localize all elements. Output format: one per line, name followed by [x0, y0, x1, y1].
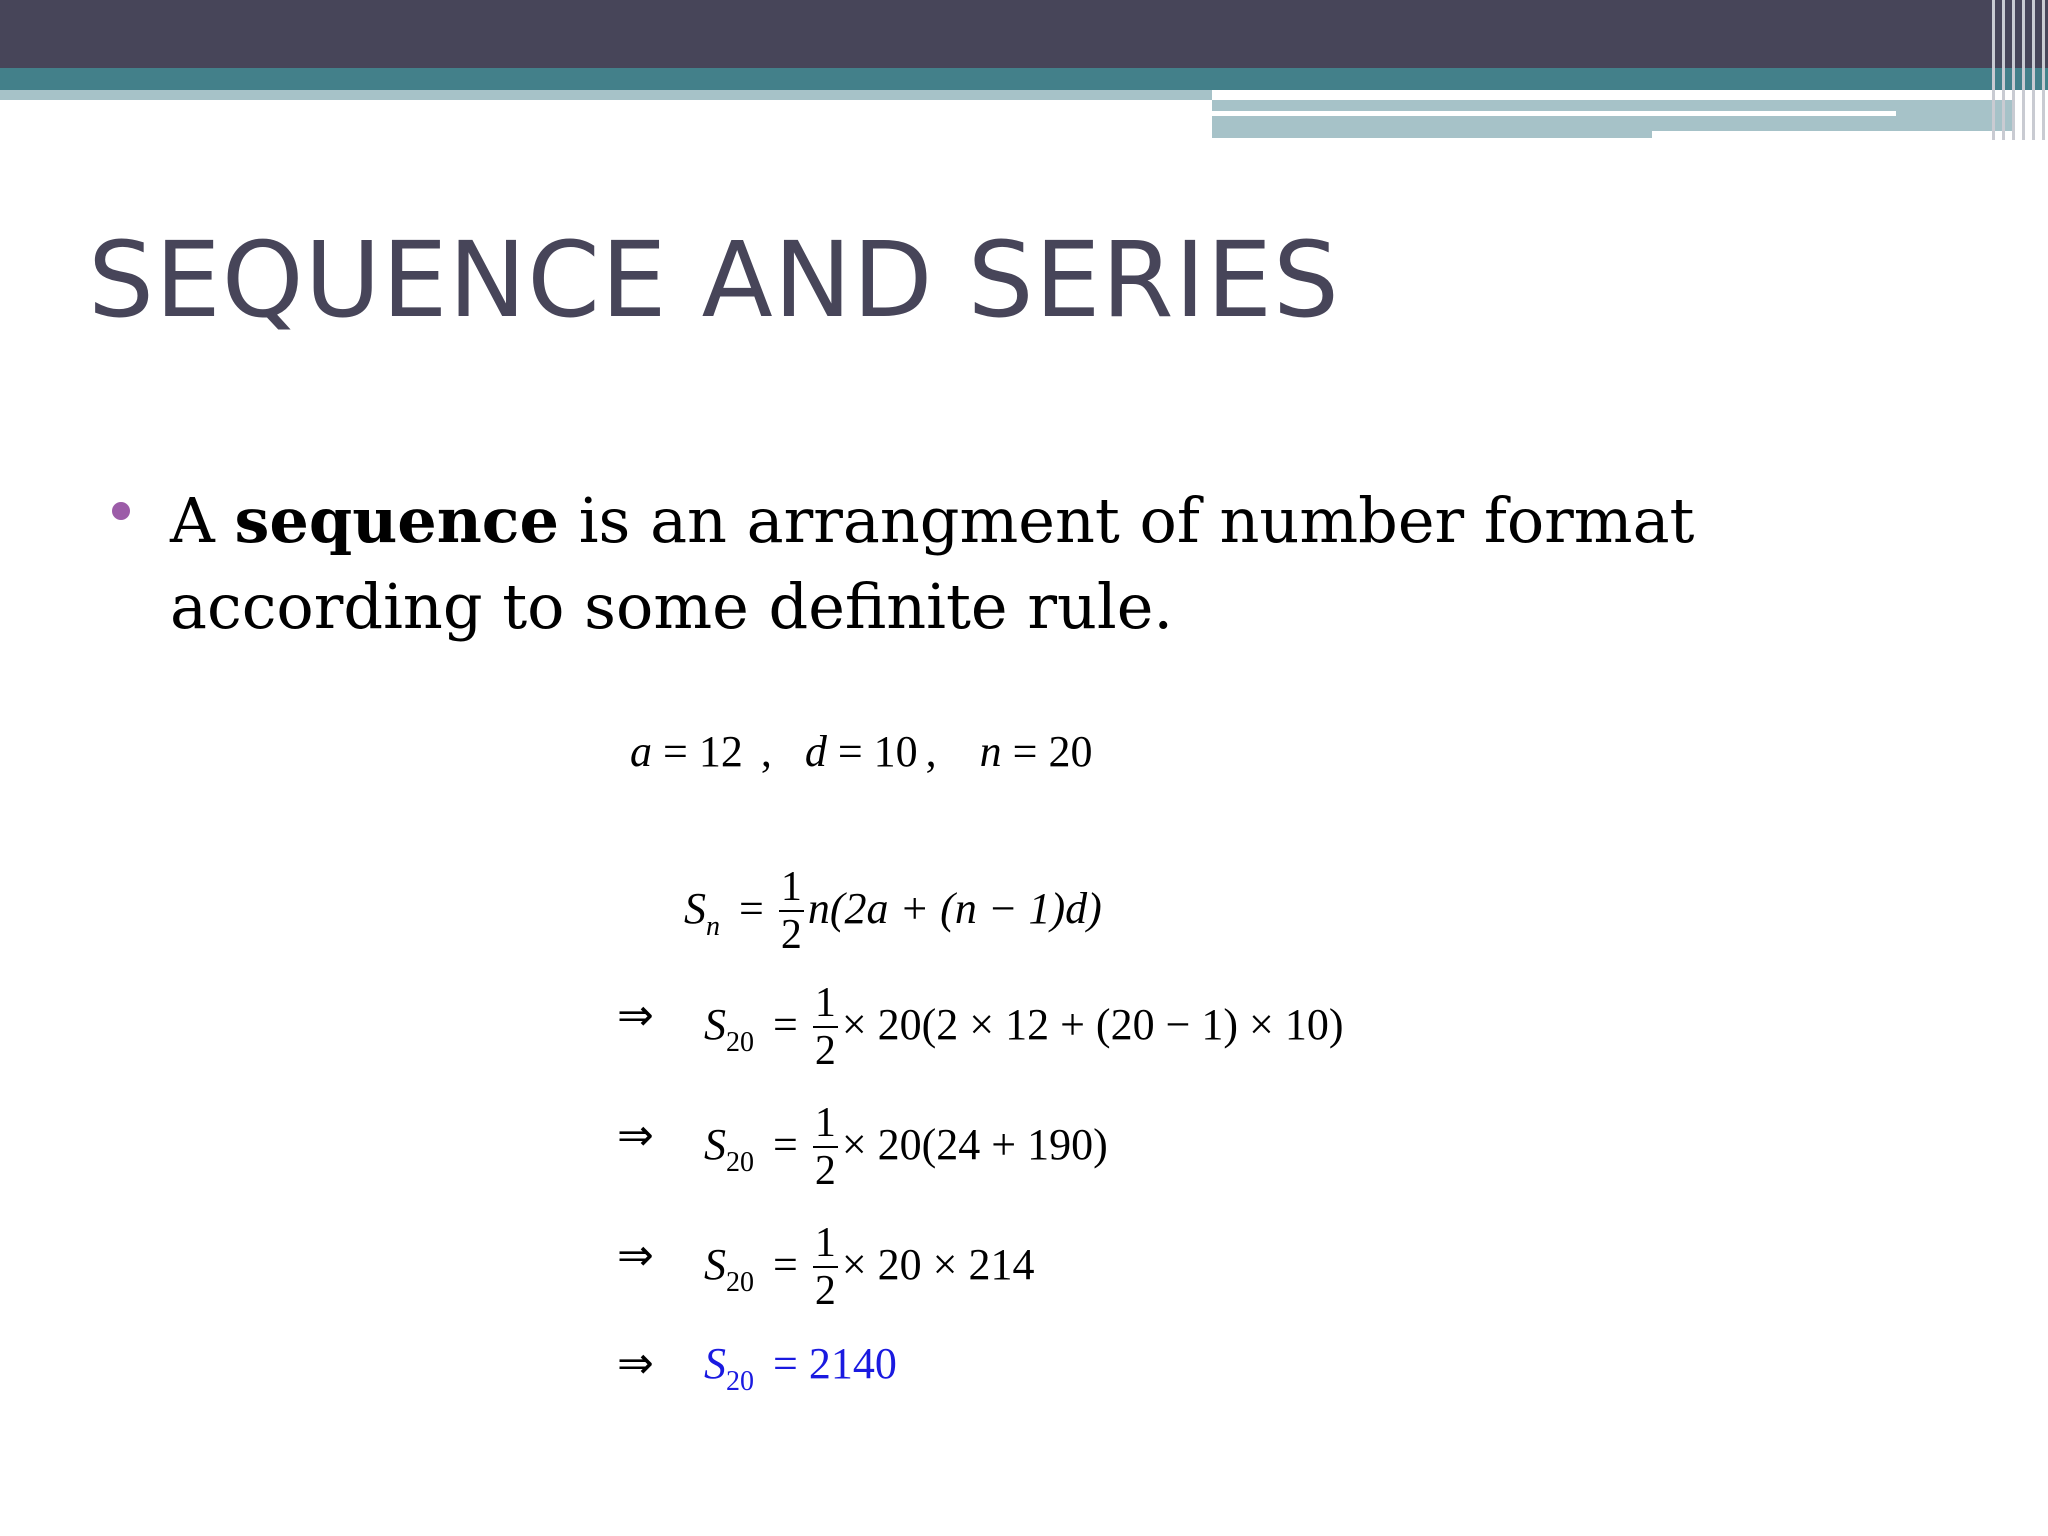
- banner-light-band-left: [0, 90, 1212, 100]
- step-subscript: 20: [726, 1027, 754, 1059]
- banner-white-band: [0, 100, 1212, 140]
- step-s: S: [704, 1000, 726, 1050]
- implies-icon: ⇒: [617, 1111, 654, 1160]
- value-a: = 12: [663, 727, 743, 776]
- implies-icon: ⇒: [617, 1231, 654, 1280]
- banner-teal-band: [0, 68, 2048, 90]
- bullet-icon: [112, 502, 130, 520]
- value-d: = 10: [837, 727, 918, 776]
- result-value: = 2140: [773, 1339, 897, 1388]
- formula-s: S: [684, 884, 706, 934]
- slide-title: SEQUENCE AND SERIES: [88, 219, 1341, 341]
- variable-d: d: [804, 727, 827, 776]
- given-values: a = 12 , d = 10 , n = 20: [630, 727, 1093, 776]
- variable-a: a: [630, 727, 652, 776]
- step-s: S: [704, 1240, 726, 1290]
- step-rhs: × 20 × 214: [841, 1240, 1035, 1290]
- step-subscript: 20: [726, 1267, 754, 1299]
- formula-subscript: n: [706, 911, 720, 943]
- header-banner: [0, 0, 2048, 140]
- formula-rhs: n(2a + (n − 1)d): [807, 884, 1102, 934]
- fraction-half: $\frac{1}{2}$: [814, 1220, 836, 1314]
- step-subscript: 20: [726, 1147, 754, 1179]
- bullet-rest: is an arrangment of number format according to some definite rule.: [170, 484, 1695, 643]
- bullet-prefix: A: [170, 484, 235, 557]
- fraction-half: $\frac{1}{2}$: [814, 980, 836, 1074]
- variable-n: n: [979, 727, 1002, 776]
- implies-icon: ⇒: [617, 1339, 654, 1388]
- banner-line: [1652, 131, 2012, 140]
- banner-dark-band: [0, 0, 2048, 68]
- sum-formula: $S_n$ = $\frac{1}{2}$ n(2a + (n − 1)d): [684, 864, 1102, 958]
- value-n: = 20: [1012, 727, 1093, 776]
- banner-stripes: [1988, 0, 2048, 140]
- bullet-text: [170, 478, 1730, 650]
- step-s: S: [704, 1120, 726, 1170]
- result-subscript: 20: [726, 1366, 754, 1397]
- step-rhs: × 20(2 × 12 + (20 − 1) × 10): [841, 1000, 1344, 1050]
- bullet-keyword: sequence: [234, 484, 559, 557]
- fraction-half: $\frac{1}{2}$: [780, 864, 802, 958]
- fraction-half: $\frac{1}{2}$: [814, 1100, 836, 1194]
- step-rhs: × 20(24 + 190): [841, 1120, 1108, 1170]
- banner-line: [1212, 111, 1896, 116]
- result-s: S: [704, 1339, 726, 1388]
- implies-icon: ⇒: [617, 991, 654, 1040]
